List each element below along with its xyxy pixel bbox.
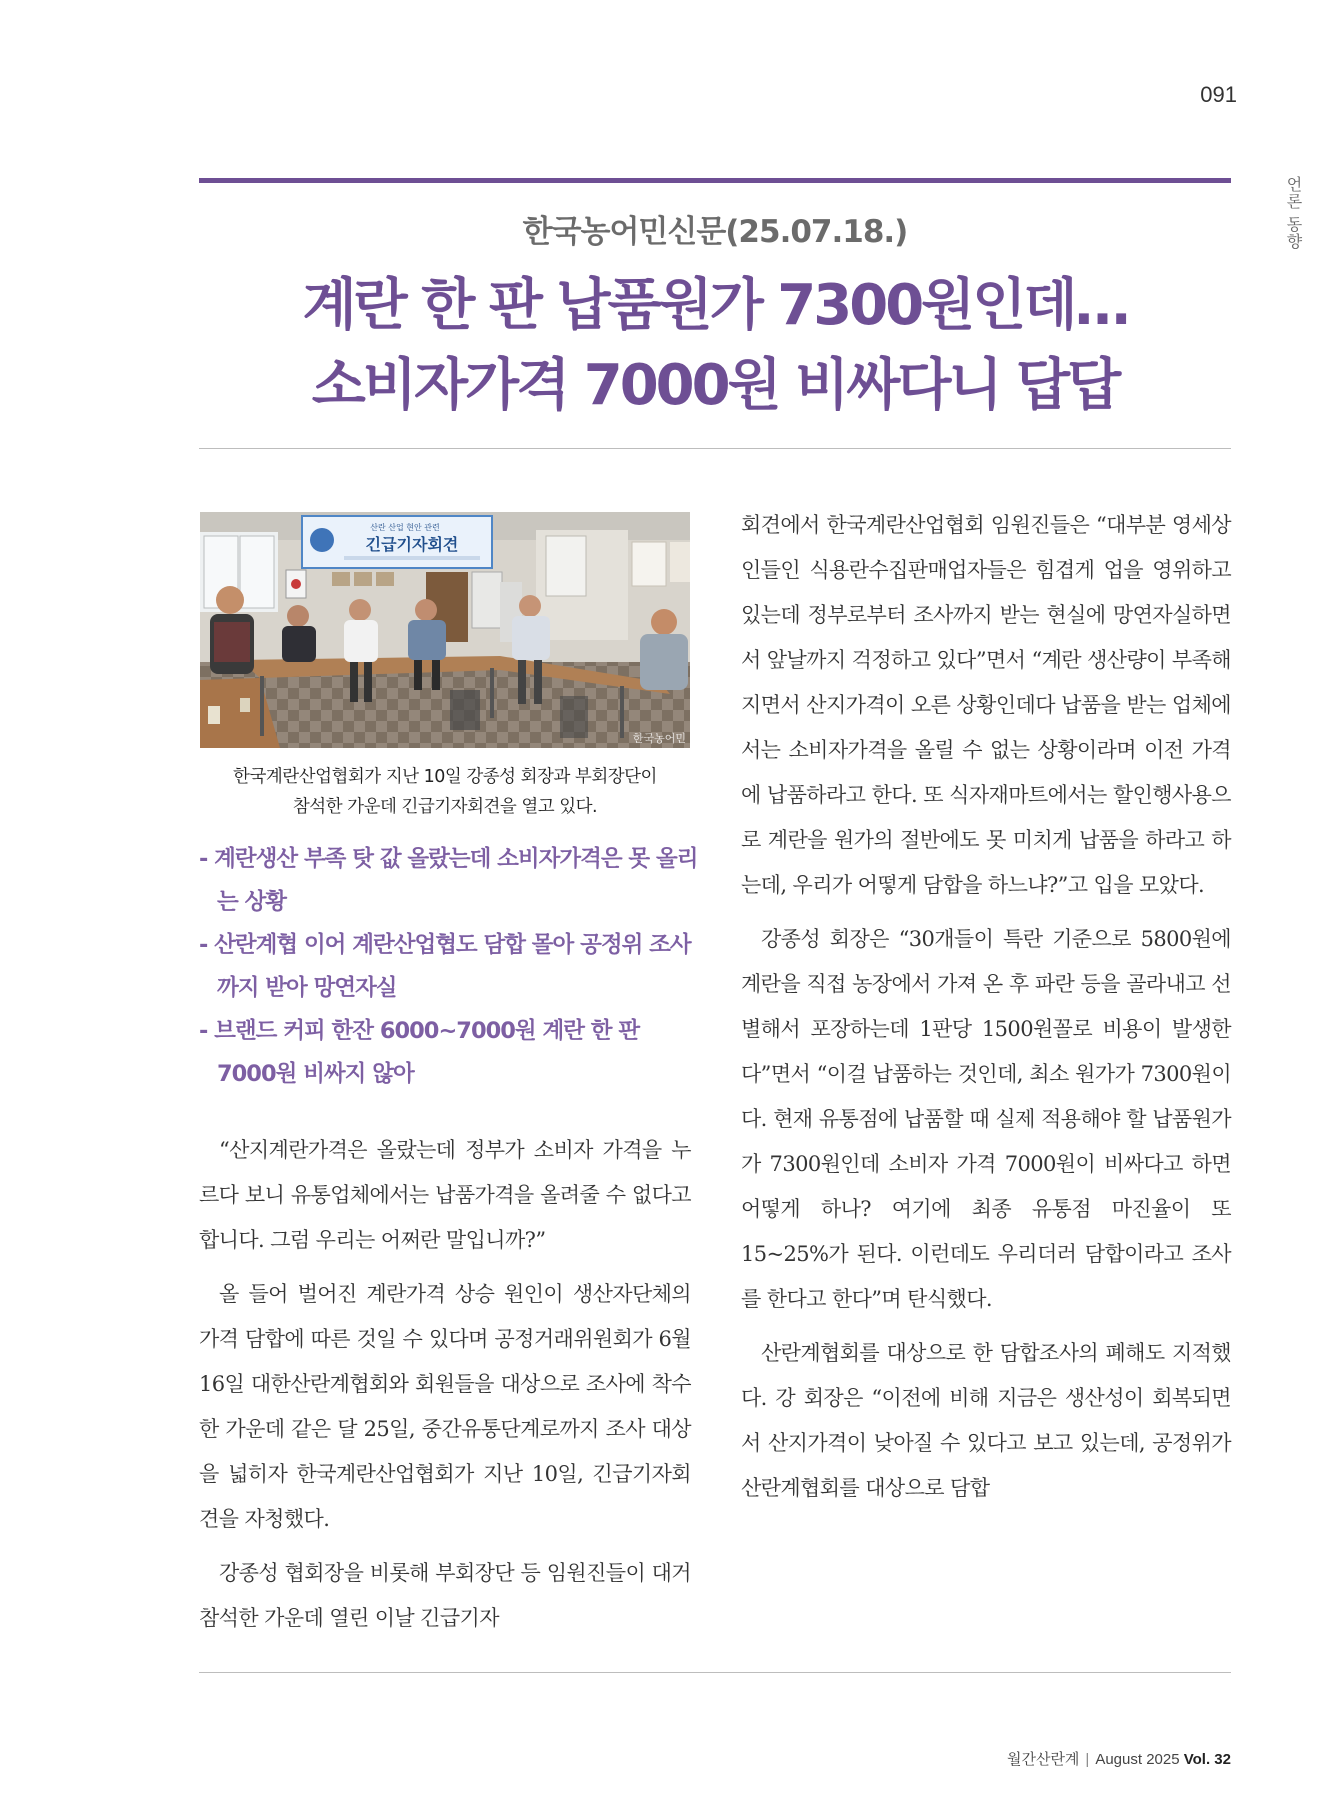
headline-line-2: 소비자가격 7000원 비싸다니 답답 <box>311 353 1119 418</box>
headline-divider <box>199 448 1231 449</box>
body-paragraph: 올 들어 벌어진 계란가격 상승 원인이 생산자단체의 가격 담합에 따른 것일 수 있다며 공정거래위원회가 6월 16일 대한산란계협회와 회원들을 대상으로 조사에 착수한 가운데 같은 달 25일, 중간유통단계로까지 조사 대상을 넓히자 한국계란산업협회가 지난 10일, 긴급기자회견을 자청했다. <box>199 1282 691 1531</box>
body-column-right <box>741 503 1231 1520</box>
body-column-left <box>199 1128 691 1650</box>
banner-title-text: 긴급기자회견 <box>365 535 459 554</box>
subheading-item: - 산란계협 이어 계란산업협도 담합 몰아 공정위 조사까지 받아 망연자실 <box>199 932 691 1001</box>
top-rule <box>199 178 1231 183</box>
subheading-item: - 계란생산 부족 탓 값 올랐는데 소비자가격은 못 올리는 상황 <box>199 846 698 915</box>
article-source: 한국농어민신문(25.07.18.) <box>522 214 908 250</box>
body-paragraph: 회견에서 한국계란산업협회 임원진들은 “대부분 영세상인들인 식용란수집판매업자들은 힘겹게 업을 영위하고 있는데 정부로부터 조사까지 받는 현실에 망연자실하면서 앞날까지 걱정하고 있다”면서 “계란 생산량이 부족해지면서 산지가격이 오른 상황인데다 납품을 받는 업체에서는 소비자가격을 올릴 수 없는 상황이라며 이전 가격에 납품하라고 한다. 또 식자재마트에서는 할인행사용으로 계란을 원가의 절반에도 못 미치게 납품을 하라고 하는데, 우리가 어떻게 담합을 하느냐?”고 입을 모았다. <box>741 513 1231 897</box>
footer-divider <box>199 1672 1231 1673</box>
body-paragraph: 강종성 협회장을 비롯해 부회장단 등 임원진들이 대거 참석한 가운데 열린 이날 긴급기자 <box>199 1561 691 1630</box>
section-label: 언론 동향 <box>1284 176 1303 251</box>
caption-line-2: 참석한 가운데 긴급기자회견을 열고 있다. <box>292 797 598 817</box>
body-paragraph: “산지계란가격은 올랐는데 정부가 소비자 가격을 누르다 보니 유통업체에서는 납품가격을 올려줄 수 없다고 합니다. 그럼 우리는 어쩌란 말입니까?” <box>199 1138 691 1252</box>
headline <box>199 266 1231 426</box>
subheadings <box>199 838 699 1096</box>
photo-caption <box>199 762 691 822</box>
page-number: 091 <box>1200 82 1237 107</box>
body-paragraph: 산란계협회를 대상으로 한 담합조사의 폐해도 지적했다. 강 회장은 “이전에 비해 지금은 생산성이 회복되면서 산지가격이 낮아질 수 있다고 보고 있는데, 공정위가 산란계협회를 대상으로 담합 <box>741 1341 1231 1500</box>
banner-small-text: 산란 산업 현안 관련 <box>370 523 440 532</box>
press-conference-photo <box>200 512 690 748</box>
caption-line-1: 한국계란산업협회가 지난 10일 강종성 회장과 부회장단이 <box>233 767 657 787</box>
body-paragraph: 강종성 회장은 “30개들이 특란 기준으로 5800원에 계란을 직접 농장에서 가져 온 후 파란 등을 골라내고 선별해서 포장하는데 1판당 1500원꼴로 비용이 발생한다”면서 “이걸 납품하는 것인데, 최소 원가가 7300원이다. 현재 유통점에 납품할 때 실제 적용해야 할 납품원가가 7300원인데 소비자 가격 7000원이 비싸다고 하면 어떻게 하나? 여기에 최종 유통점 마진율이 또 15~25%가 된다. 이런데도 우리더러 담합이라고 조사를 한다고 한다”며 탄식했다. <box>741 927 1231 1311</box>
headline-line-1: 계란 한 판 납품원가 7300원인데… <box>302 273 1128 338</box>
subheading-item: - 브랜드 커피 한잔 6000~7000원 계란 한 판 7000원 비싸지 않아 <box>199 1018 640 1087</box>
issue-date: August 2025 <box>1095 1751 1180 1768</box>
page-footer: 월간산란계 | August 2025 Vol. 32 <box>1006 1751 1231 1768</box>
volume-number: Vol. 32 <box>1183 1751 1231 1768</box>
magazine-name: 월간산란계 <box>1006 1751 1080 1768</box>
photo-watermark: 한국농어민 <box>632 732 686 745</box>
